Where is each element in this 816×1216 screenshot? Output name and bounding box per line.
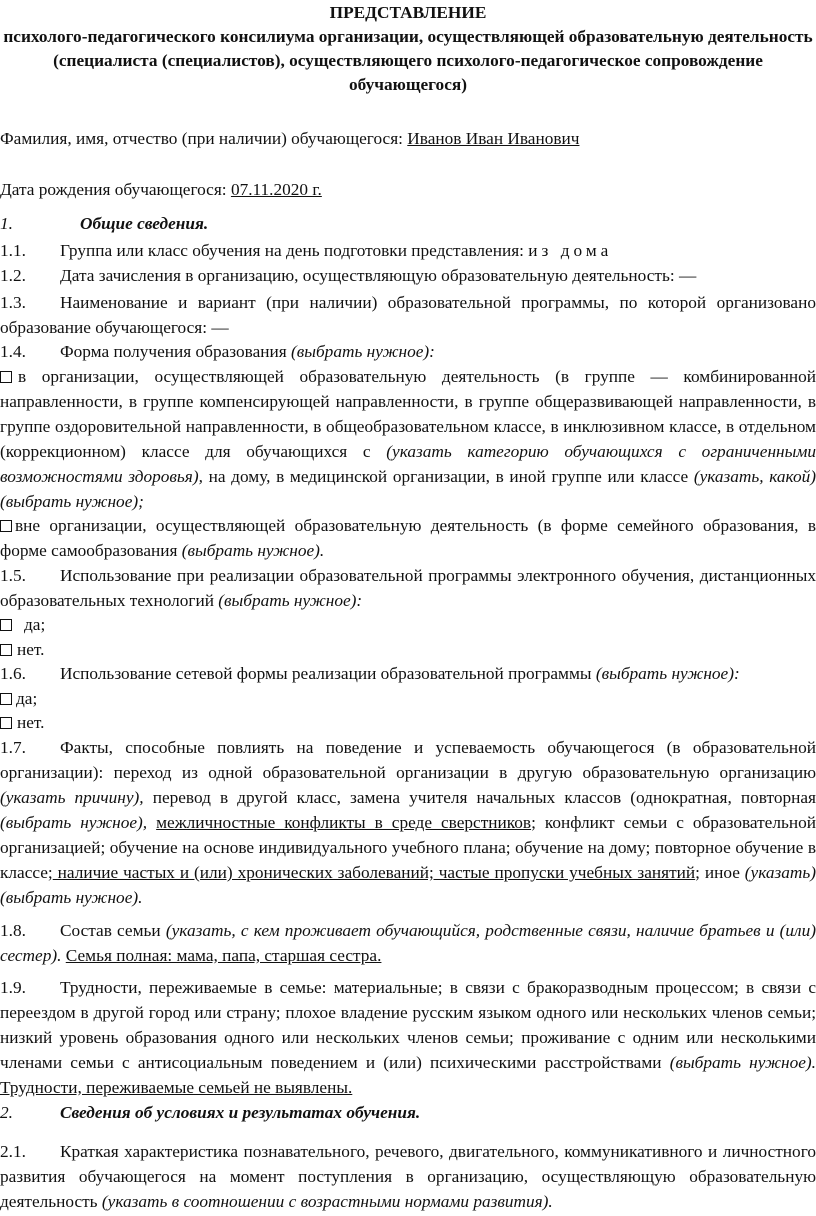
item-1-3-number: 1.3. (0, 293, 26, 312)
item-1-2 (0, 263, 816, 288)
item-1-7-hint-1: (указать причину), (0, 788, 144, 807)
item-1-7-text-d: ; иное (695, 863, 740, 882)
option-2-hint: (выбрать нужное). (181, 541, 325, 560)
item-1-5-number: 1.5. (0, 566, 26, 585)
item-1-5-yes-label: да; (24, 615, 46, 634)
item-1-7-selected-2: наличие частых и (или) хронических заболеваний; частые пропуски учебных занятий (52, 863, 696, 882)
option-1-text-a: в организации, осуществляющей образовательную деятельность (в группе — комбинированной направленности, в группе компенсирующей направленности, в группе общеразвивающей направленности, в группе оздоровительной направленности, в общеобразовательном классе, в инклюзивном классе, в отдельном (коррекционном) классе для обучающихся с (0, 367, 816, 461)
option-1-text-b: на дому, в медицинской организации, в иной группе или классе (208, 467, 689, 486)
option-1-hint-2: (указать, какой) (выбрать нужное); (0, 467, 816, 511)
checkbox-in-organization[interactable] (0, 371, 12, 383)
item-1-6-no-label: нет. (17, 713, 45, 732)
item-1-7-hint-2: (выбрать нужное), (0, 813, 148, 832)
item-1-8-text: Состав семьи (60, 921, 161, 940)
student-name-label: Фамилия, имя, отчество (при наличии) обучающегося: (0, 129, 403, 148)
item-1-2-text: Дата зачисления в организацию, осуществляющую образовательную деятельность: — (60, 266, 697, 285)
item-1-6-yes (0, 686, 816, 711)
item-1-7-text-b: перевод в другой класс, замена учителя начальных классов (однократная, повторная (152, 788, 816, 807)
item-1-8-hint: (указать, с кем проживает обучающийся, родственные связи, наличие братьев и (или) сестер). (0, 921, 816, 965)
item-1-1-text: Группа или класс обучения на день подготовки представления: (60, 241, 524, 260)
item-1-5-no (0, 637, 816, 662)
item-1-6-number: 1.6. (0, 664, 26, 683)
item-1-9-hint: (выбрать нужное). (669, 1053, 816, 1072)
checkbox-outside-organization[interactable] (0, 520, 12, 532)
section-2-heading (0, 1100, 816, 1125)
item-1-4-option-2 (0, 513, 816, 563)
item-1-5-no-label: нет. (17, 640, 45, 659)
item-1-2-number: 1.2. (0, 266, 26, 285)
section-1-title: Общие сведения. (80, 214, 209, 233)
item-1-9-number: 1.9. (0, 978, 26, 997)
item-1-3 (0, 290, 816, 340)
student-name-line (0, 126, 816, 151)
document-title: ПРЕДСТАВЛЕНИЕ (329, 3, 487, 22)
item-1-4-hint: (выбрать нужное): (291, 342, 435, 361)
item-2-1-hint: (указать в соотношении с возрастными нормами развития). (101, 1192, 553, 1211)
item-1-7-number: 1.7. (0, 738, 26, 757)
checkbox-1-6-no[interactable] (0, 717, 12, 729)
item-1-6-yes-label: да; (16, 689, 38, 708)
item-1-1-value: из дома (528, 241, 613, 260)
section-2-title: Сведения об условиях и результатах обучения. (60, 1103, 421, 1122)
section-2-number: 2. (0, 1103, 13, 1122)
item-1-1-number: 1.1. (0, 241, 26, 260)
item-1-1 (0, 238, 816, 263)
item-1-8 (0, 918, 816, 968)
checkbox-1-6-yes[interactable] (0, 693, 12, 705)
item-1-7-text-c: ; конфликт семьи с образовательной организацией; обучение на основе индивидуального учебного плана; обучение на дому; повторное обучение в классе; (0, 813, 816, 882)
student-dob-line (0, 177, 816, 202)
item-1-8-number: 1.8. (0, 921, 26, 940)
item-1-6-no (0, 710, 816, 735)
item-1-6-text: Использование сетевой формы реализации образовательной программы (60, 664, 592, 683)
item-2-1-number: 2.1. (0, 1142, 26, 1161)
student-dob-label: Дата рождения обучающегося: (0, 180, 227, 199)
item-1-7-selected-1: межличностные конфликты в среде сверстников (156, 813, 532, 832)
student-name-value: Иванов Иван Иванович (407, 129, 580, 148)
option-2-text: вне организации, осуществляющей образовательную деятельность (в форме семейного образования, в форме самообразования (0, 516, 816, 560)
item-1-7 (0, 735, 816, 910)
option-1-hint-1: (указать категорию обучающихся с ограниченными возможностями здоровья), (0, 442, 816, 486)
checkbox-1-5-no[interactable] (0, 644, 12, 656)
item-1-6-hint: (выбрать нужное): (595, 664, 740, 683)
item-1-9-value: Трудности, переживаемые семьей не выявлены. (0, 1078, 353, 1097)
item-1-7-hint-3: (указать) (выбрать нужное). (0, 863, 816, 907)
document-subtitle: психолого-педагогического консилиума организации, осуществляющей образовательную деятельность (специалиста (специалистов), осуществляющего психолого-педагогическое сопровождение обучающегося) (3, 27, 813, 94)
item-1-7-text-a: Факты, способные повлиять на поведение и успеваемость обучающегося (в образовательной организации): переход из одной образовательной организации в другую образовательную организацию (0, 738, 816, 782)
item-1-3-text: Наименование и вариант (при наличии) образовательной программы, по которой организовано образование обучающегося: — (0, 293, 816, 337)
student-dob-value: 07.11.2020 г. (230, 180, 322, 199)
item-1-9 (0, 975, 816, 1100)
item-1-8-value: Семья полная: мама, папа, старшая сестра. (65, 946, 382, 965)
checkbox-1-5-yes[interactable] (0, 619, 12, 631)
item-1-6 (0, 661, 816, 686)
section-1-number: 1. (0, 214, 13, 233)
item-1-4-option-1 (0, 364, 816, 514)
item-1-5-text: Использование при реализации образовательной программы электронного обучения, дистанционных образовательных технологий (0, 566, 816, 610)
item-1-4 (0, 339, 816, 364)
item-1-9-text: Трудности, переживаемые в семье: материальные; в связи с бракоразводным процессом; в связи с переездом в другой город или страну; плохое владение русским языком одного или нескольких членов семьи; низкий уровень образования одного или нескольких членов семьи; проживание с одним или несколькими членами семьи с антисоциальным поведением и (или) психическими расстройствами (0, 978, 816, 1072)
item-1-5-yes (0, 612, 816, 637)
item-2-1 (0, 1139, 816, 1214)
item-1-5 (0, 563, 816, 613)
item-1-4-number: 1.4. (0, 342, 26, 361)
item-1-4-text: Форма получения образования (60, 342, 287, 361)
item-2-1-text: Краткая характеристика познавательного, речевого, двигательного, коммуникативного и личностного развития обучающегося на момент поступления в организацию, осуществляющую образовательную деятельность (0, 1142, 816, 1211)
section-1-heading (0, 211, 816, 236)
item-1-5-hint: (выбрать нужное): (218, 591, 363, 610)
